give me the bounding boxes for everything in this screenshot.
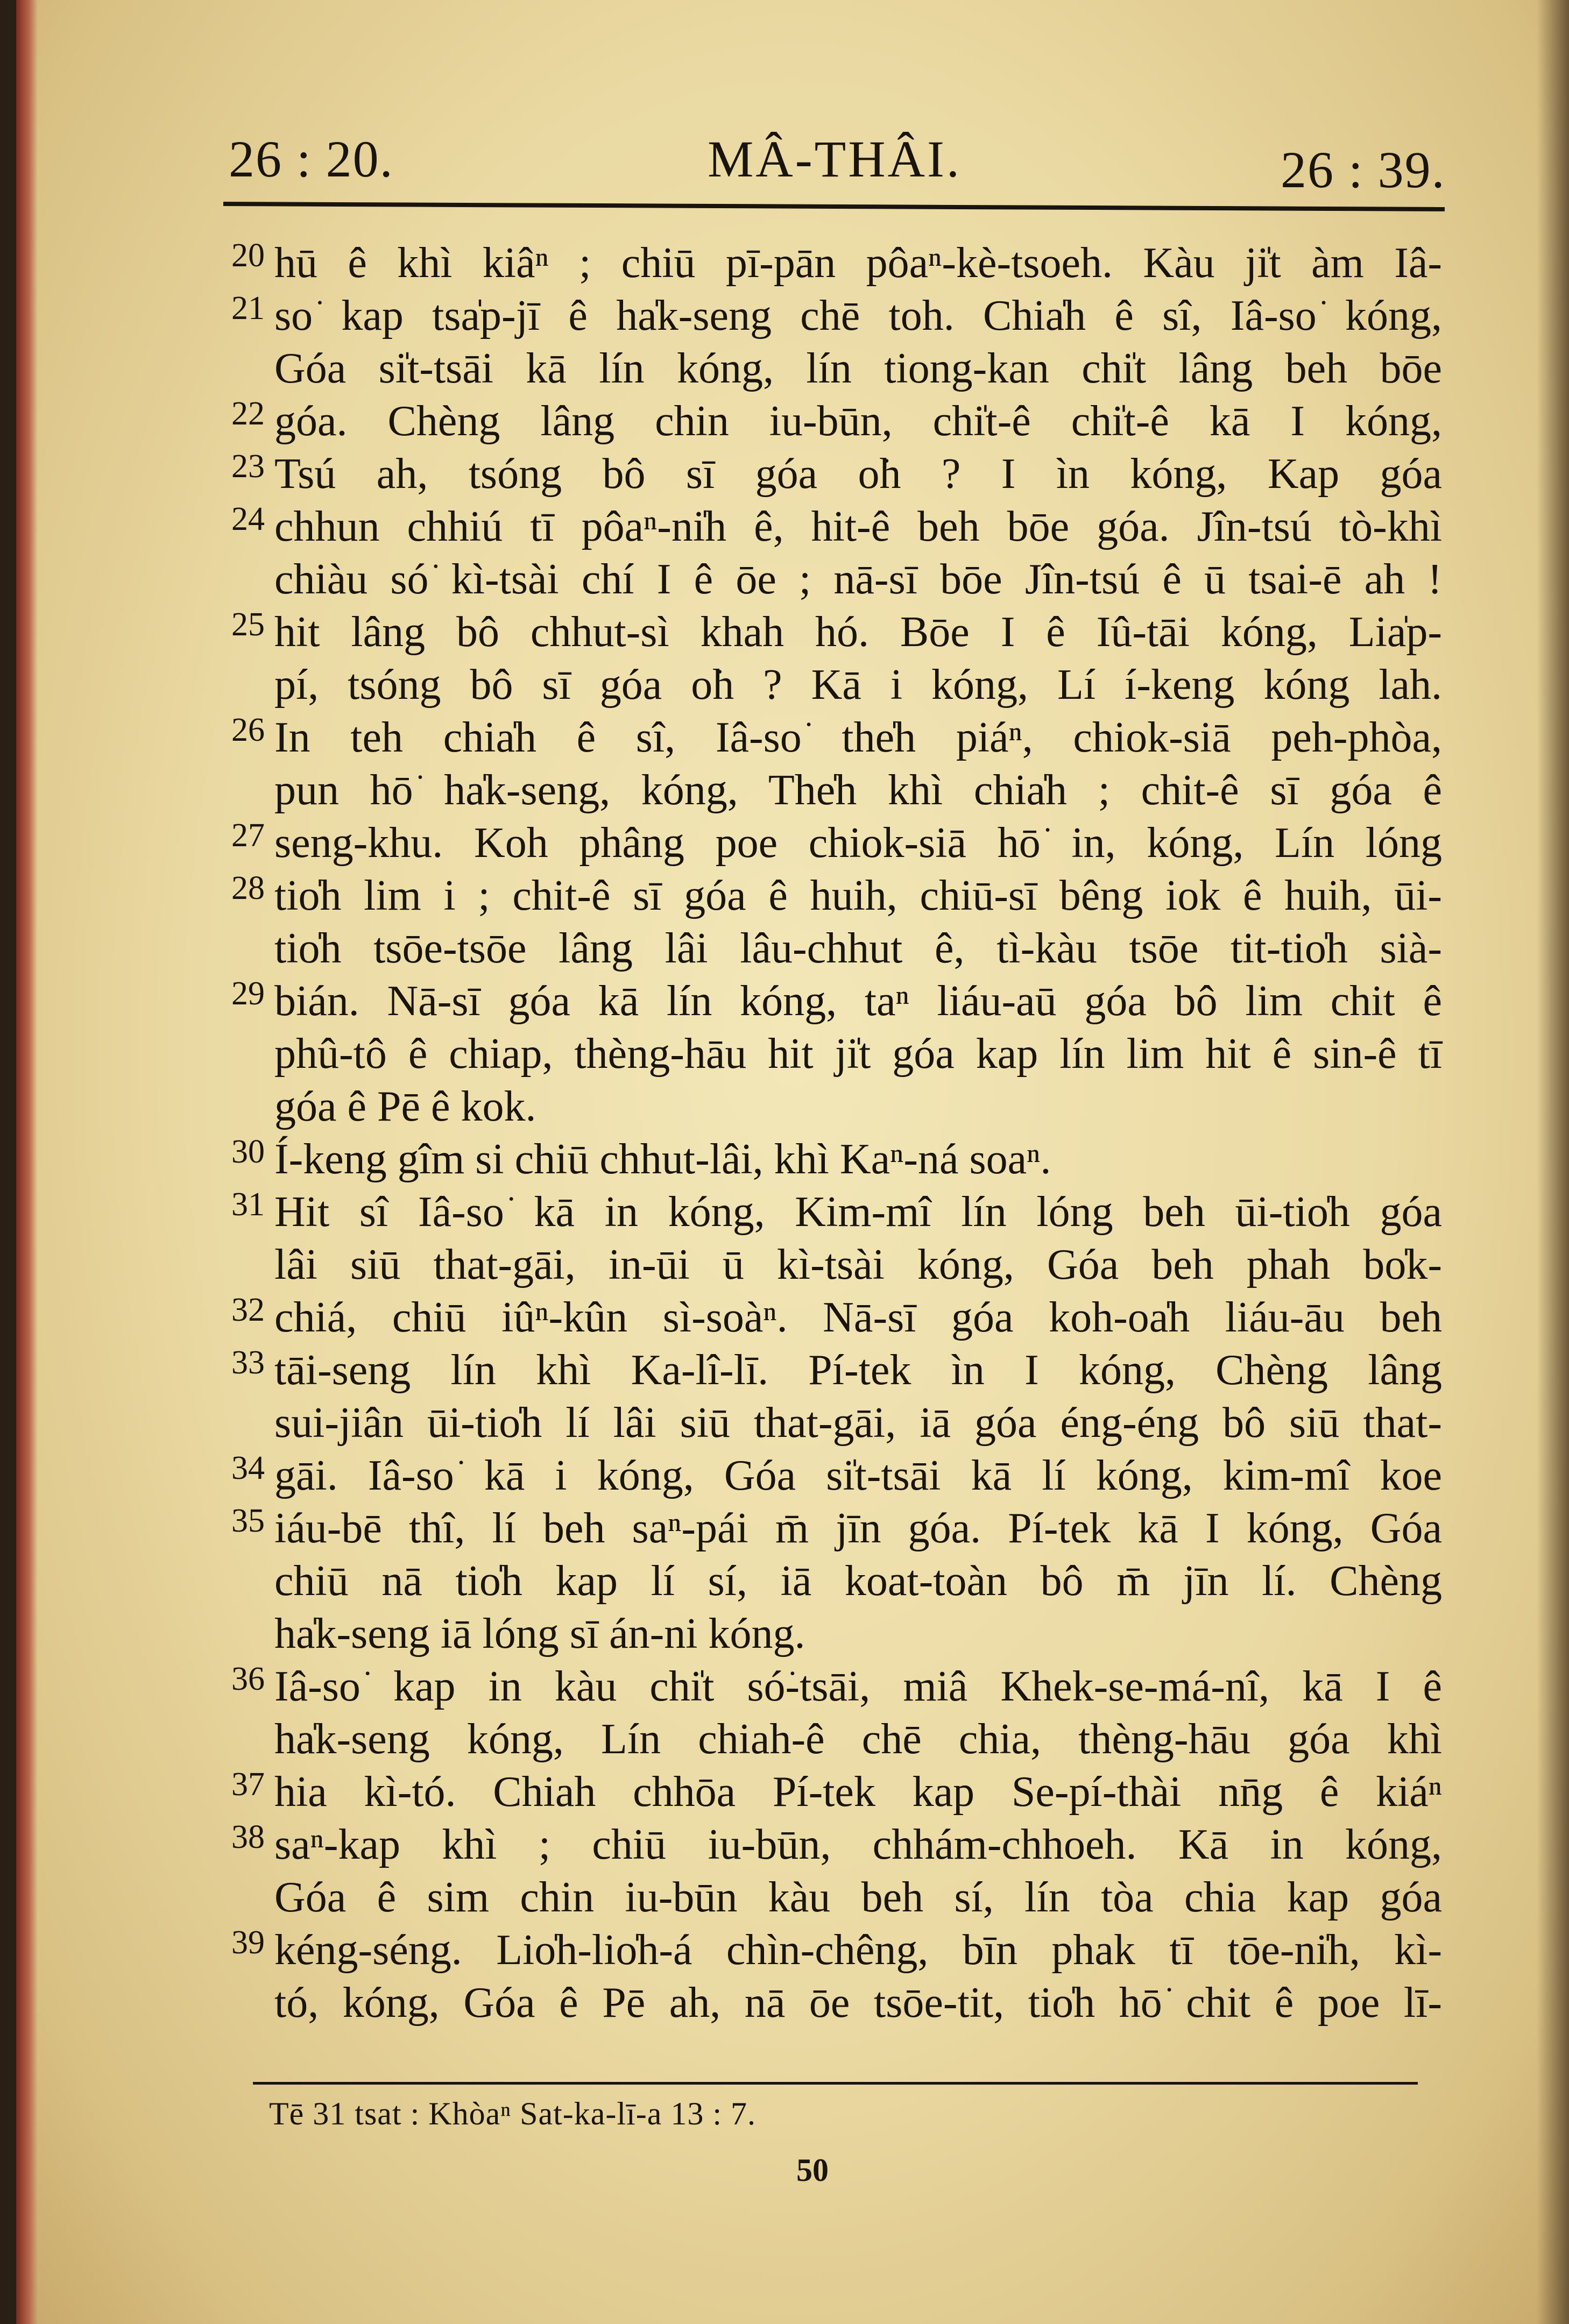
header-chapter-start: 26 : 20. [229,130,394,188]
line-text: kéng-séng. Lio̍h-lio̍h-á chìn-chêng, bīn phak tī tōe-ni̍h, kì- [274,1926,1442,1974]
line-text: sui-jiân ūi-tio̍h lí lâi siū that-gāi, iā góa éng-éng bô siū that- [274,1399,1442,1447]
line-text: Iâ-so͘ kap in kàu chi̍t só͘-tsāi, miâ Khek-se-má-nî, kā I ê [274,1663,1442,1710]
line-text: tāi-seng lín khì Ka-lî-lī. Pí-tek ìn I kóng, Chèng lâng [274,1347,1442,1394]
line-text: ha̍k-seng iā lóng sī án-ni kóng. [274,1610,805,1657]
text-line [16,922,1569,975]
text-line [16,500,1569,553]
text-line [16,289,1569,342]
line-text: hit lâng bô chhut-sì khah hó. Bōe I ê Iû-tāi kóng, Lia̍p- [274,608,1442,656]
text-line [16,975,1569,1028]
line-text: Góa ê sim chin iu-būn kàu beh sí, lín tòa chia kap góa [274,1874,1442,1921]
verse-number: 28 [231,870,265,906]
text-line [16,237,1569,289]
verse-number: 32 [231,1292,265,1328]
text-line [16,1028,1569,1080]
verse-number: 37 [231,1766,265,1803]
verse-number: 34 [231,1450,265,1486]
line-text: seng-khu. Koh phâng poe chiok-siā hō͘ in, kóng, Lín lóng [274,819,1442,867]
line-text: phû-tô ê chiap, thèng-hāu hit ji̍t góa kap lín lim hit ê sin-ê tī [274,1030,1442,1078]
book-page [16,0,1569,2324]
header-book-title: MÂ-THÂI. [708,130,962,188]
verse-number: 29 [231,975,265,1012]
line-text: Hit sî Iâ-so͘ kā in kóng, Kim-mî lín lóng beh ūi-tio̍h góa [274,1188,1442,1236]
footnote: Tē 31 tsat : Khòaⁿ Sat-ka-lī-a 13 : 7. [269,2096,757,2131]
line-text: Góa si̍t-tsāi kā lín kóng, lín tiong-kan chi̍t lâng beh bōe [274,345,1442,392]
verse-number: 21 [231,290,265,327]
text-line [16,448,1569,500]
line-text: pun hō͘ ha̍k-seng, kóng, The̍h khì chia̍h ; chit-ê sī góa ê [274,767,1442,814]
verse-number: 26 [231,712,265,748]
header-chapter-end: 26 : 39. [1281,141,1446,199]
text-line [16,1555,1569,1607]
text-line [16,553,1569,606]
line-text: chiàu só͘ kì-tsài chí I ê ōe ; nā-sī bōe Jîn-tsú ê ū tsai-ē ah ! [274,556,1442,603]
text-line [16,1871,1569,1924]
line-text: pí, tsóng bô sī góa o͘h ? Kā i kóng, Lí í-keng kóng lah. [274,661,1442,708]
text-line [16,1660,1569,1713]
line-text: so͘ kap tsa̍p-jī ê ha̍k-seng chē toh. Chia̍h ê sî, Iâ-so͘ kóng, [274,292,1442,339]
text-line [16,342,1569,395]
line-text: saⁿ-kap khì ; chiū iu-būn, chhám-chhoeh. Kā in kóng, [274,1821,1442,1868]
page-number: 50 [796,2152,829,2188]
text-line [16,1133,1569,1186]
text-line [16,1713,1569,1766]
verse-number: 35 [231,1503,265,1539]
line-text: bián. Nā-sī góa kā lín kóng, taⁿ liáu-aū góa bô lim chit ê [274,977,1442,1025]
verse-number: 23 [231,448,265,485]
line-text: chhun chhiú tī pôaⁿ-ni̍h ê, hit-ê beh bōe góa. Jîn-tsú tò-khì [274,503,1442,550]
text-line [16,1238,1569,1291]
verse-number: 39 [231,1924,265,1961]
text-line [16,1344,1569,1397]
verse-number: 38 [231,1819,265,1855]
text-line [16,1818,1569,1871]
line-text: tio̍h tsōe-tsōe lâng lâi lâu-chhut ê, tì-kàu tsōe tit-tio̍h sià- [274,925,1442,972]
line-text: Í-keng gîm si chiū chhut-lâi, khì Kaⁿ-ná soaⁿ. [274,1136,1051,1183]
line-text: góa ê Pē ê kok. [274,1083,536,1130]
text-line [16,1291,1569,1344]
text-line [16,1924,1569,1976]
text-line [16,711,1569,764]
line-text: góa. Chèng lâng chin iu-būn, chi̍t-ê chi̍t-ê kā I kóng, [274,398,1442,445]
text-line [16,764,1569,817]
text-line [16,1502,1569,1555]
line-text: chiū nā tio̍h kap lí sí, iā koat-toàn bô m̄ jīn lí. Chèng [274,1557,1442,1605]
line-text: hia kì-tó. Chiah chhōa Pí-tek kap Se-pí-thài nn̄g ê kiáⁿ [274,1768,1442,1816]
verse-number: 36 [231,1661,265,1697]
line-text: iáu-bē thî, lí beh saⁿ-pái m̄ jīn góa. Pí-tek kā I kóng, Góa [274,1505,1442,1552]
text-line [16,1186,1569,1238]
text-line [16,1397,1569,1449]
verse-number: 25 [231,606,265,643]
text-line [16,1766,1569,1818]
text-line [16,1607,1569,1660]
line-text: chiá, chiū iûⁿ-kûn sì-soàⁿ. Nā-sī góa koh-oa̍h liáu-āu beh [274,1294,1442,1341]
line-text: gāi. Iâ-so͘ kā i kóng, Góa si̍t-tsāi kā lí kóng, kim-mî koe [274,1452,1442,1499]
verse-number: 30 [231,1133,265,1170]
line-text: In teh chia̍h ê sî, Iâ-so͘ the̍h piáⁿ, chiok-siā peh-phòa, [274,714,1442,761]
line-text: ha̍k-seng kóng, Lín chiah-ê chē chia, thèng-hāu góa khì [274,1716,1442,1763]
text-line [16,1080,1569,1133]
footnote-rule [253,2082,1418,2085]
verse-number: 33 [231,1344,265,1381]
running-header [16,124,1569,204]
verse-body [16,237,1569,2029]
text-line [16,869,1569,922]
line-text: lâi siū that-gāi, in-ūi ū kì-tsài kóng, Góa beh phah bo̍k- [274,1241,1442,1288]
text-line [16,395,1569,448]
text-line [16,606,1569,658]
verse-number: 22 [231,395,265,432]
text-line [16,1976,1569,2029]
verse-number: 31 [231,1186,265,1223]
text-line [16,658,1569,711]
verse-number: 24 [231,501,265,537]
line-text: tó, kóng, Góa ê Pē ah, nā ōe tsōe-tit, tio̍h hō͘ chit ê poe lī- [274,1979,1442,2027]
verse-number: 27 [231,817,265,854]
verse-number: 20 [231,237,265,274]
line-text: hū ê khì kiâⁿ ; chiū pī-pān pôaⁿ-kè-tsoeh. Kàu ji̍t àm Iâ- [274,239,1442,287]
line-text: tio̍h lim i ; chit-ê sī góa ê huih, chiū-sī bêng iok ê huih, ūi- [274,872,1442,919]
text-line [16,1449,1569,1502]
text-line [16,817,1569,869]
line-text: Tsú ah, tsóng bô sī góa o͘h ? I ìn kóng, Kap góa [274,450,1442,498]
